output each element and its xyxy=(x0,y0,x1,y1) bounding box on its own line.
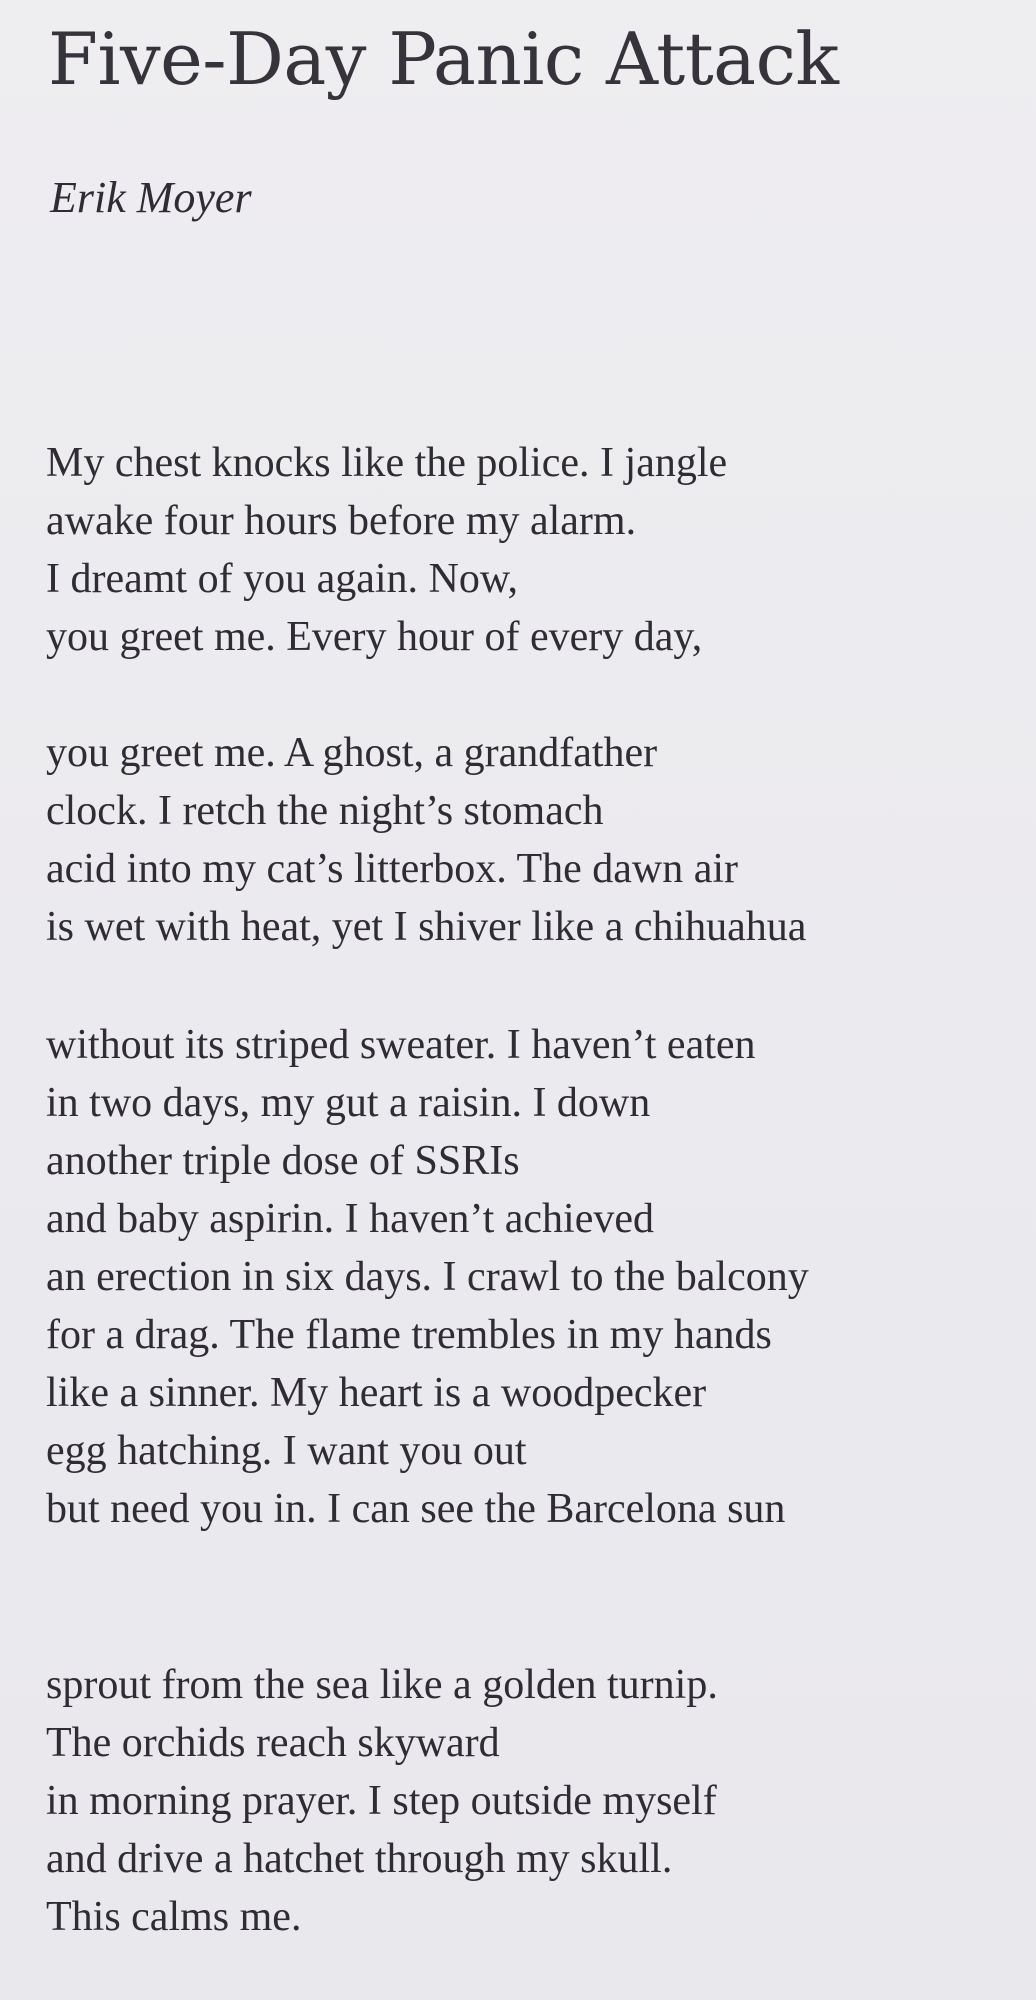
poem-line: and drive a hatchet through my skull. xyxy=(46,1836,673,1882)
poem-line: egg hatching. I want you out xyxy=(46,1428,527,1474)
poem-line: you greet me. A ghost, a grandfather xyxy=(46,730,658,776)
poem-line: is wet with heat, yet I shiver like a chihuahua xyxy=(46,904,807,950)
poem-line: This calms me. xyxy=(46,1894,302,1940)
poem-line: in two days, my gut a raisin. I down xyxy=(46,1080,651,1126)
stanza-2 xyxy=(46,724,806,956)
poem-line: another triple dose of SSRIs xyxy=(46,1138,520,1184)
stanza-4 xyxy=(46,1656,718,1946)
poem-line: acid into my cat’s litterbox. The dawn air xyxy=(46,846,739,892)
poem-line: My chest knocks like the police. I jangle xyxy=(46,440,728,486)
poem-line: for a drag. The flame trembles in my hands xyxy=(46,1312,772,1358)
poem-line: I dreamt of you again. Now, xyxy=(46,556,518,602)
poem-line: without its striped sweater. I haven’t eaten xyxy=(46,1022,756,1068)
poem-line: like a sinner. My heart is a woodpecker xyxy=(46,1370,707,1416)
stanza-1 xyxy=(46,434,727,666)
poem-author: Erik Moyer xyxy=(50,173,252,222)
poem-line: The orchids reach skyward xyxy=(46,1720,500,1766)
poem-line: an erection in six days. I crawl to the balcony xyxy=(46,1254,809,1300)
poem-line: but need you in. I can see the Barcelona sun xyxy=(46,1486,786,1532)
poem-line: in morning prayer. I step outside myself xyxy=(46,1778,717,1824)
poem-line: clock. I retch the night’s stomach xyxy=(46,788,604,834)
poem-line: awake four hours before my alarm. xyxy=(46,498,637,544)
poem-line: you greet me. Every hour of every day, xyxy=(46,614,703,660)
stanza-3 xyxy=(46,1016,809,1538)
poem-line: and baby aspirin. I haven’t achieved xyxy=(46,1196,654,1242)
poem-line: sprout from the sea like a golden turnip. xyxy=(46,1662,718,1708)
poem-title: Five-Day Panic Attack xyxy=(48,17,839,101)
